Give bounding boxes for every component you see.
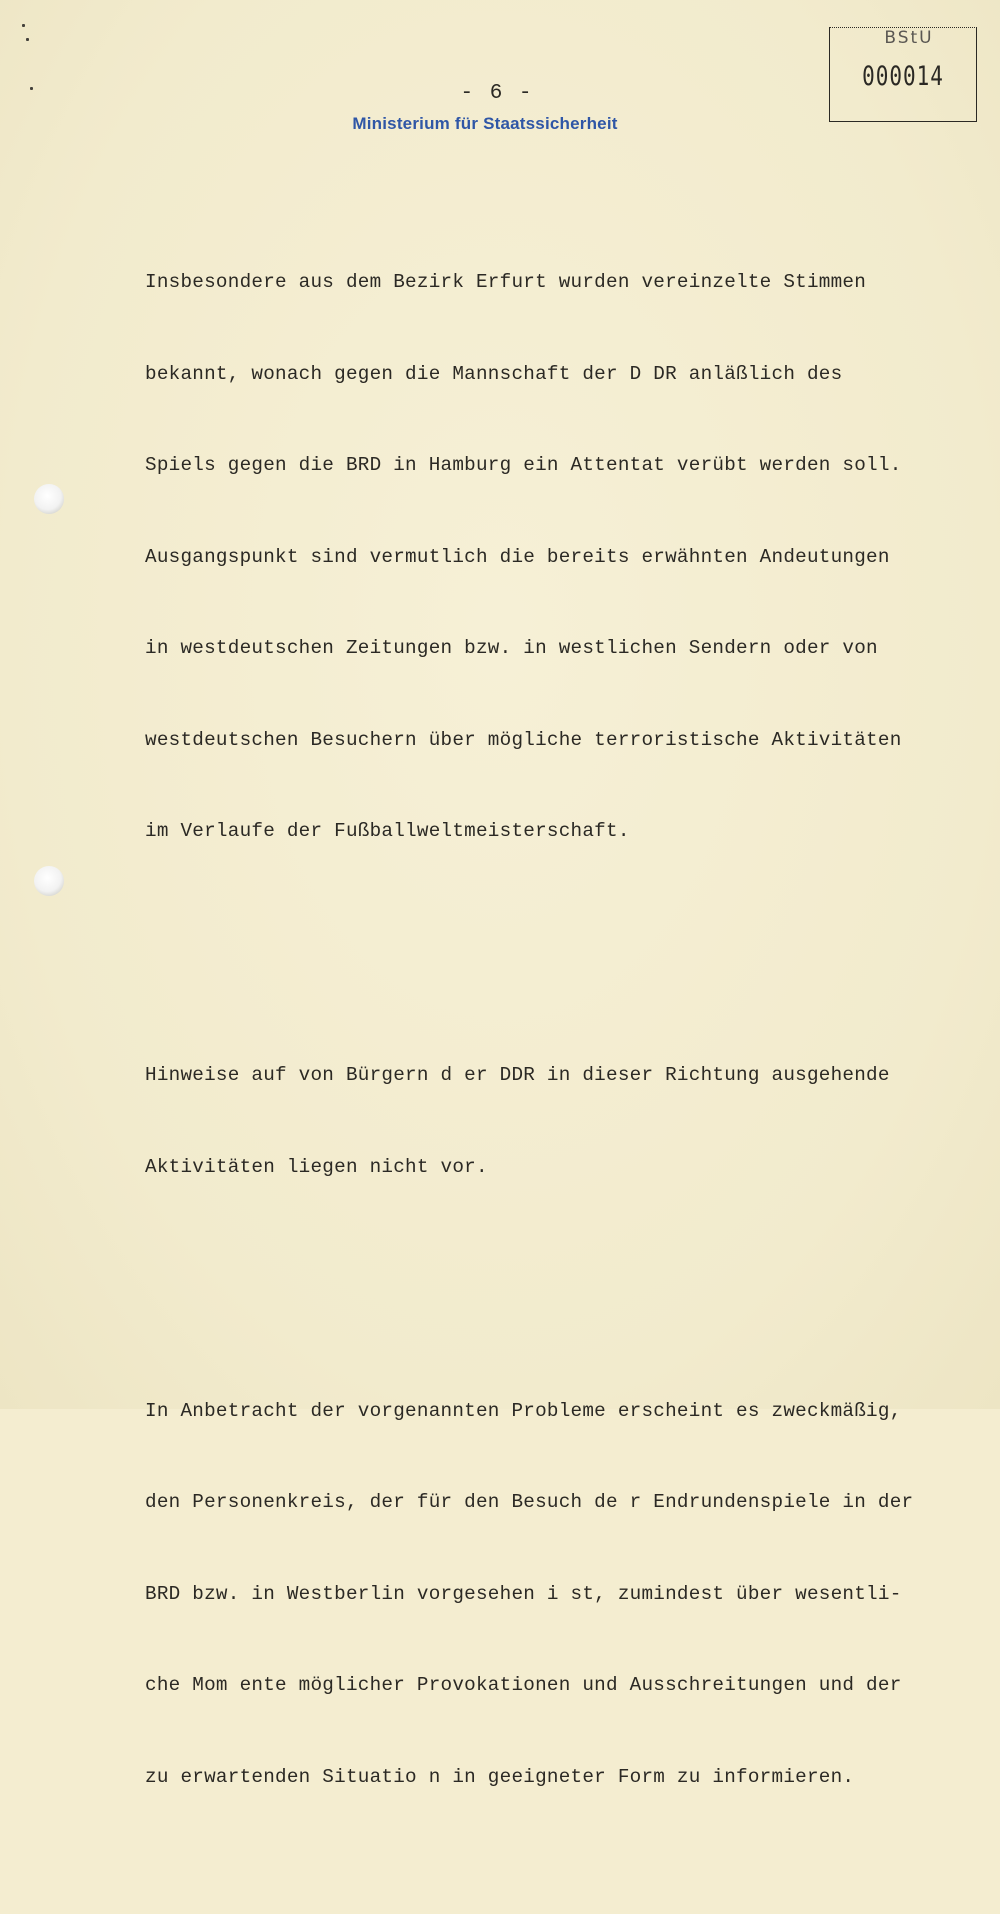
paragraph-1 [145, 206, 945, 908]
text-line: Insbesondere aus dem Bezirk Erfurt wurden vereinzelte Stimmen [145, 271, 867, 293]
text-line: In Anbetracht der vorgenannten Probleme erscheint es zweckmäßig, [145, 1399, 902, 1422]
text-line: in westdeutschen Zeitungen bzw. in westlichen Sendern oder von [145, 637, 878, 659]
text-line: Ausgangspunkt sind vermutlich die bereits erwähnten Andeutungen [145, 545, 890, 568]
text-line: Spiels gegen die BRD in Hamburg ein Attentat verübt werden soll. [145, 454, 902, 476]
archive-stamp [829, 27, 977, 122]
text-line: bekannt, wonach gegen die Mannschaft der D DR anläßlich des [145, 362, 843, 385]
text-line: den Personenkreis, der für den Besuch de r Endrundenspiele in der [145, 1491, 914, 1513]
text-line: Hinweise auf von Bürgern d er DDR in dieser Richtung ausgehende [145, 1064, 890, 1086]
paragraph-3 [145, 1335, 945, 1854]
punch-hole [34, 866, 64, 896]
document-body [145, 145, 945, 1914]
page-number: - 6 - [460, 82, 534, 105]
text-line: BRD bzw. in Westberlin vorgesehen i st, zumindest über wesentli- [145, 1582, 902, 1605]
text-line: che Mom ente möglicher Provokationen und Ausschreitungen und der [145, 1674, 902, 1696]
paragraph-2 [145, 999, 945, 1243]
text-line: zu erwartenden Situatio n in geeigneter Form zu informieren. [145, 1765, 855, 1788]
punch-hole [34, 484, 64, 514]
archive-label: BStU [884, 28, 934, 48]
text-line: westdeutschen Besuchern über mögliche terroristische Aktivitäten [145, 728, 902, 751]
ink-speck [26, 38, 29, 41]
text-line: im Verlaufe der Fußballweltmeisterschaft. [145, 820, 630, 842]
ministry-stamp: Ministerium für Staatssicherheit [352, 114, 618, 133]
ink-speck [22, 24, 25, 27]
archive-page-number: 000014 [862, 61, 944, 91]
text-line: Aktivitäten liegen nicht vor. [145, 1155, 488, 1178]
